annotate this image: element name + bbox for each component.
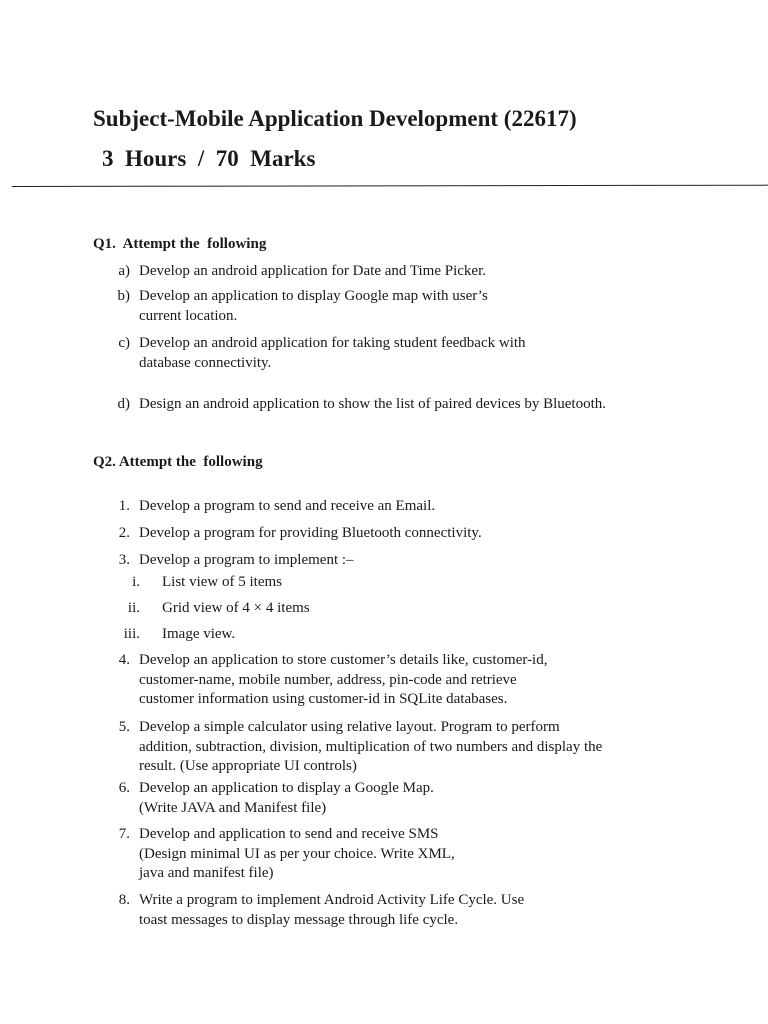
q2-heading: Q2. Attempt the following xyxy=(93,454,263,470)
item-line: Grid view of 4 × 4 items xyxy=(162,600,310,616)
item-text xyxy=(139,651,547,710)
item-text xyxy=(162,599,310,619)
item-marker: 5. xyxy=(118,719,130,735)
q1-heading: Q1. Attempt the following xyxy=(93,236,267,252)
item-marker: 1. xyxy=(118,498,130,514)
item-text xyxy=(139,551,354,571)
item-marker: a) xyxy=(118,263,130,279)
item-line: Write a program to implement Android Activity Life Cycle. Use xyxy=(139,892,525,908)
item-line: database connectivity. xyxy=(139,354,272,371)
item-line: Develop a program to implement :– xyxy=(139,552,354,568)
item-line: result. (Use appropriate UI controls) xyxy=(139,758,357,774)
item-marker: 4. xyxy=(118,652,130,668)
item-text xyxy=(139,262,486,282)
item-marker: i. xyxy=(132,574,140,590)
item-line: Develop an android application for taking student feedback with xyxy=(139,335,526,351)
item-line: Develop an application to display a Google Map. xyxy=(139,780,434,796)
item-line: Develop an application to store customer’s details like, customer-id, xyxy=(139,652,548,668)
item-line: Develop and application to send and receive SMS xyxy=(139,826,439,842)
item-text xyxy=(139,825,455,884)
item-line: addition, subtraction, division, multiplication of two numbers and display the xyxy=(139,738,603,755)
item-marker: iii. xyxy=(123,626,140,642)
item-marker: 2. xyxy=(118,525,130,541)
item-line: Image view. xyxy=(162,626,236,642)
duration-marks: 3 Hours / 70 Marks xyxy=(102,146,316,171)
item-marker: ii. xyxy=(127,600,140,616)
item-text xyxy=(139,779,434,818)
item-line: Design an android application to show the list of paired devices by Bluetooth. xyxy=(139,396,606,412)
header-divider xyxy=(12,185,768,187)
item-marker: b) xyxy=(117,288,130,304)
item-marker: 7. xyxy=(118,826,130,842)
item-line: Develop an application to display Google map with user’s xyxy=(139,288,488,304)
item-text xyxy=(139,287,488,326)
page-title: Subject-Mobile Application Development (22617) xyxy=(93,106,577,131)
item-line: Develop a program for providing Bluetooth connectivity. xyxy=(139,525,482,541)
item-marker: c) xyxy=(118,335,130,351)
item-line: toast messages to display message through life cycle. xyxy=(139,911,459,928)
item-text xyxy=(139,891,524,930)
item-line: (Design minimal UI as per your choice. Write XML, xyxy=(139,845,455,862)
item-line: current location. xyxy=(139,307,238,324)
item-text xyxy=(139,395,606,415)
item-line: Develop a simple calculator using relative layout. Program to perform xyxy=(139,719,560,735)
item-text xyxy=(139,334,526,373)
item-line: Develop a program to send and receive an Email. xyxy=(139,498,436,514)
item-marker: 6. xyxy=(118,780,130,796)
item-text xyxy=(162,625,235,645)
item-marker: 3. xyxy=(118,552,130,568)
item-marker: d) xyxy=(117,396,130,412)
item-line: List view of 5 items xyxy=(162,574,282,590)
item-text xyxy=(162,573,282,593)
item-line: customer-name, mobile number, address, pin-code and retrieve xyxy=(139,671,517,688)
item-text xyxy=(139,718,602,777)
item-text xyxy=(139,524,482,544)
item-line: customer information using customer-id in SQLite databases. xyxy=(139,691,508,707)
item-marker: 8. xyxy=(118,892,130,908)
item-line: java and manifest file) xyxy=(139,865,274,881)
item-text xyxy=(139,497,435,517)
item-line: (Write JAVA and Manifest file) xyxy=(139,799,327,816)
item-line: Develop an android application for Date and Time Picker. xyxy=(139,263,486,279)
